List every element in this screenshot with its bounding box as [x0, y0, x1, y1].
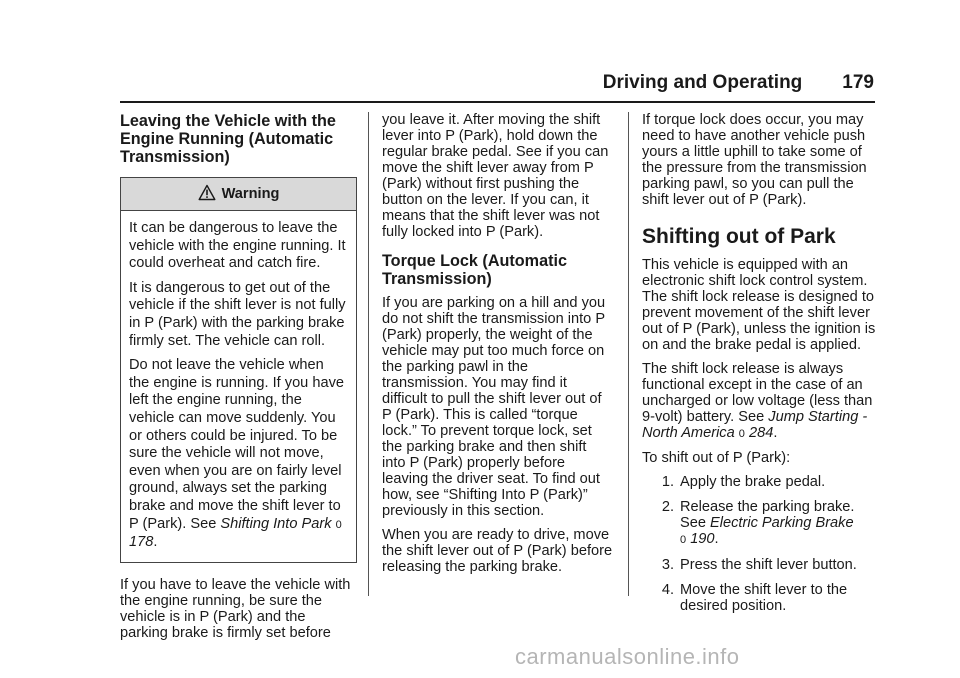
steps-list [642, 474, 882, 614]
paragraph-torque-lock-occurs: If torque lock does occur, you may need to have another vehicle push yours a little uphill to take some of the pressure from the transmission parking pawl, so you can pull the shift lever out of P (Park). [642, 112, 867, 208]
page-arrow-icon: 0 [335, 518, 342, 531]
page-ref-178[interactable]: 178 [129, 534, 154, 551]
list-item: 4. Move the shift lever to the desired position. [661, 582, 848, 614]
warning-paragraph-2: It is dangerous to get out of the vehicle if the shift lever is not fully in P (Park) with the parking brake firmly set. The vehicle can roll. [129, 279, 346, 349]
column-3 [642, 112, 882, 623]
column-1 [120, 112, 357, 649]
page-arrow-icon: 0 [738, 428, 745, 440]
column-2 [382, 112, 614, 583]
link-jump-starting[interactable]: Jump Starting - North America [642, 409, 868, 441]
paragraph-shift-lock: This vehicle is equipped with an electronic shift lock control system. The shift lock release is designed to prevent movement of the shift lever out of P (Park), unless the ignition is on and the brake pedal is applied. [642, 257, 876, 353]
paragraph-continued: you leave it. After moving the shift lever into P (Park), hold down the regular brake pedal. See if you can move the shift lever away from P (Park) without first pushing the button on the lever. If you can, it means that the shift lever was not fully locked into P (Park). [382, 112, 609, 240]
warning-paragraph-3: Do not leave the vehicle when the engine is running. If you have left the engine running, the vehicle can move suddenly. You or others could be injured. To be sure the vehicle will not move, even when you are on fairly level ground, always set the parking brake and move the shift lever to P (Park). See Shifting Into Park 0 178. [129, 357, 345, 551]
header-rule [120, 101, 875, 103]
warning-icon [198, 184, 216, 205]
paragraph-to-shift-out: To shift out of P (Park): [642, 450, 791, 466]
column-divider-2 [628, 112, 629, 596]
section-heading-leaving-vehicle: Leaving the Vehicle with the Engine Running (Automatic Transmission) [120, 112, 336, 166]
page-ref-284[interactable]: 284 [748, 425, 774, 441]
warning-title: Warning [221, 186, 280, 202]
list-item: 3. Press the shift lever button. [661, 557, 857, 573]
watermark: carmanualsonline.info [515, 644, 740, 669]
section-heading-shifting-out-of-park: Shifting out of Park [642, 225, 836, 248]
warning-header [121, 178, 356, 211]
paragraph-shift-lock-release: The shift lock release is always functional except in the case of an uncharged or low voltage (less than 9-volt) battery. See Jump Starting - North America 0 284. [642, 361, 873, 441]
page-ref-190[interactable]: 190 [690, 531, 715, 547]
page-arrow-icon: 0 [680, 534, 687, 546]
paragraph-torque-lock: If you are parking on a hill and you do not shift the transmission into P (Park) properly, the weight of the vehicle may put too much force on the parking pawl in the transmission. You may find it difficult to pull the shift lever out of P (Park). This is called “torque lock.” To prevent torque lock, set the parking brake and then shift into P (Park) properly before leaving the driver seat. To find out how, see “Shifting Into P (Park)” previously in this section. [382, 295, 606, 519]
warning-box [120, 177, 357, 563]
list-item: 2. Release the parking brake. See Electric Parking Brake 0 190. [661, 499, 855, 547]
link-electric-parking-brake[interactable]: Electric Parking Brake [710, 515, 854, 531]
page-header [603, 72, 874, 94]
list-item: 1. Apply the brake pedal. [661, 474, 826, 490]
section-title: Driving and Operating [602, 72, 803, 93]
column-divider-1 [368, 112, 369, 596]
warning-paragraph-1: It can be dangerous to leave the vehicle with the engine running. It could overheat and catch fire. [129, 220, 346, 272]
paragraph-leave-running: If you have to leave the vehicle with the engine running, be sure the vehicle is in P (Park) and the parking brake is firmly set before [120, 576, 351, 641]
warning-body [121, 211, 356, 562]
page-number: 179 [842, 72, 874, 93]
paragraph-ready-to-drive: When you are ready to drive, move the shift lever out of P (Park) before releasing the parking brake. [382, 527, 613, 575]
link-shifting-into-park[interactable]: Shifting Into Park [220, 515, 332, 532]
section-heading-torque-lock: Torque Lock (Automatic Transmission) [382, 252, 567, 288]
